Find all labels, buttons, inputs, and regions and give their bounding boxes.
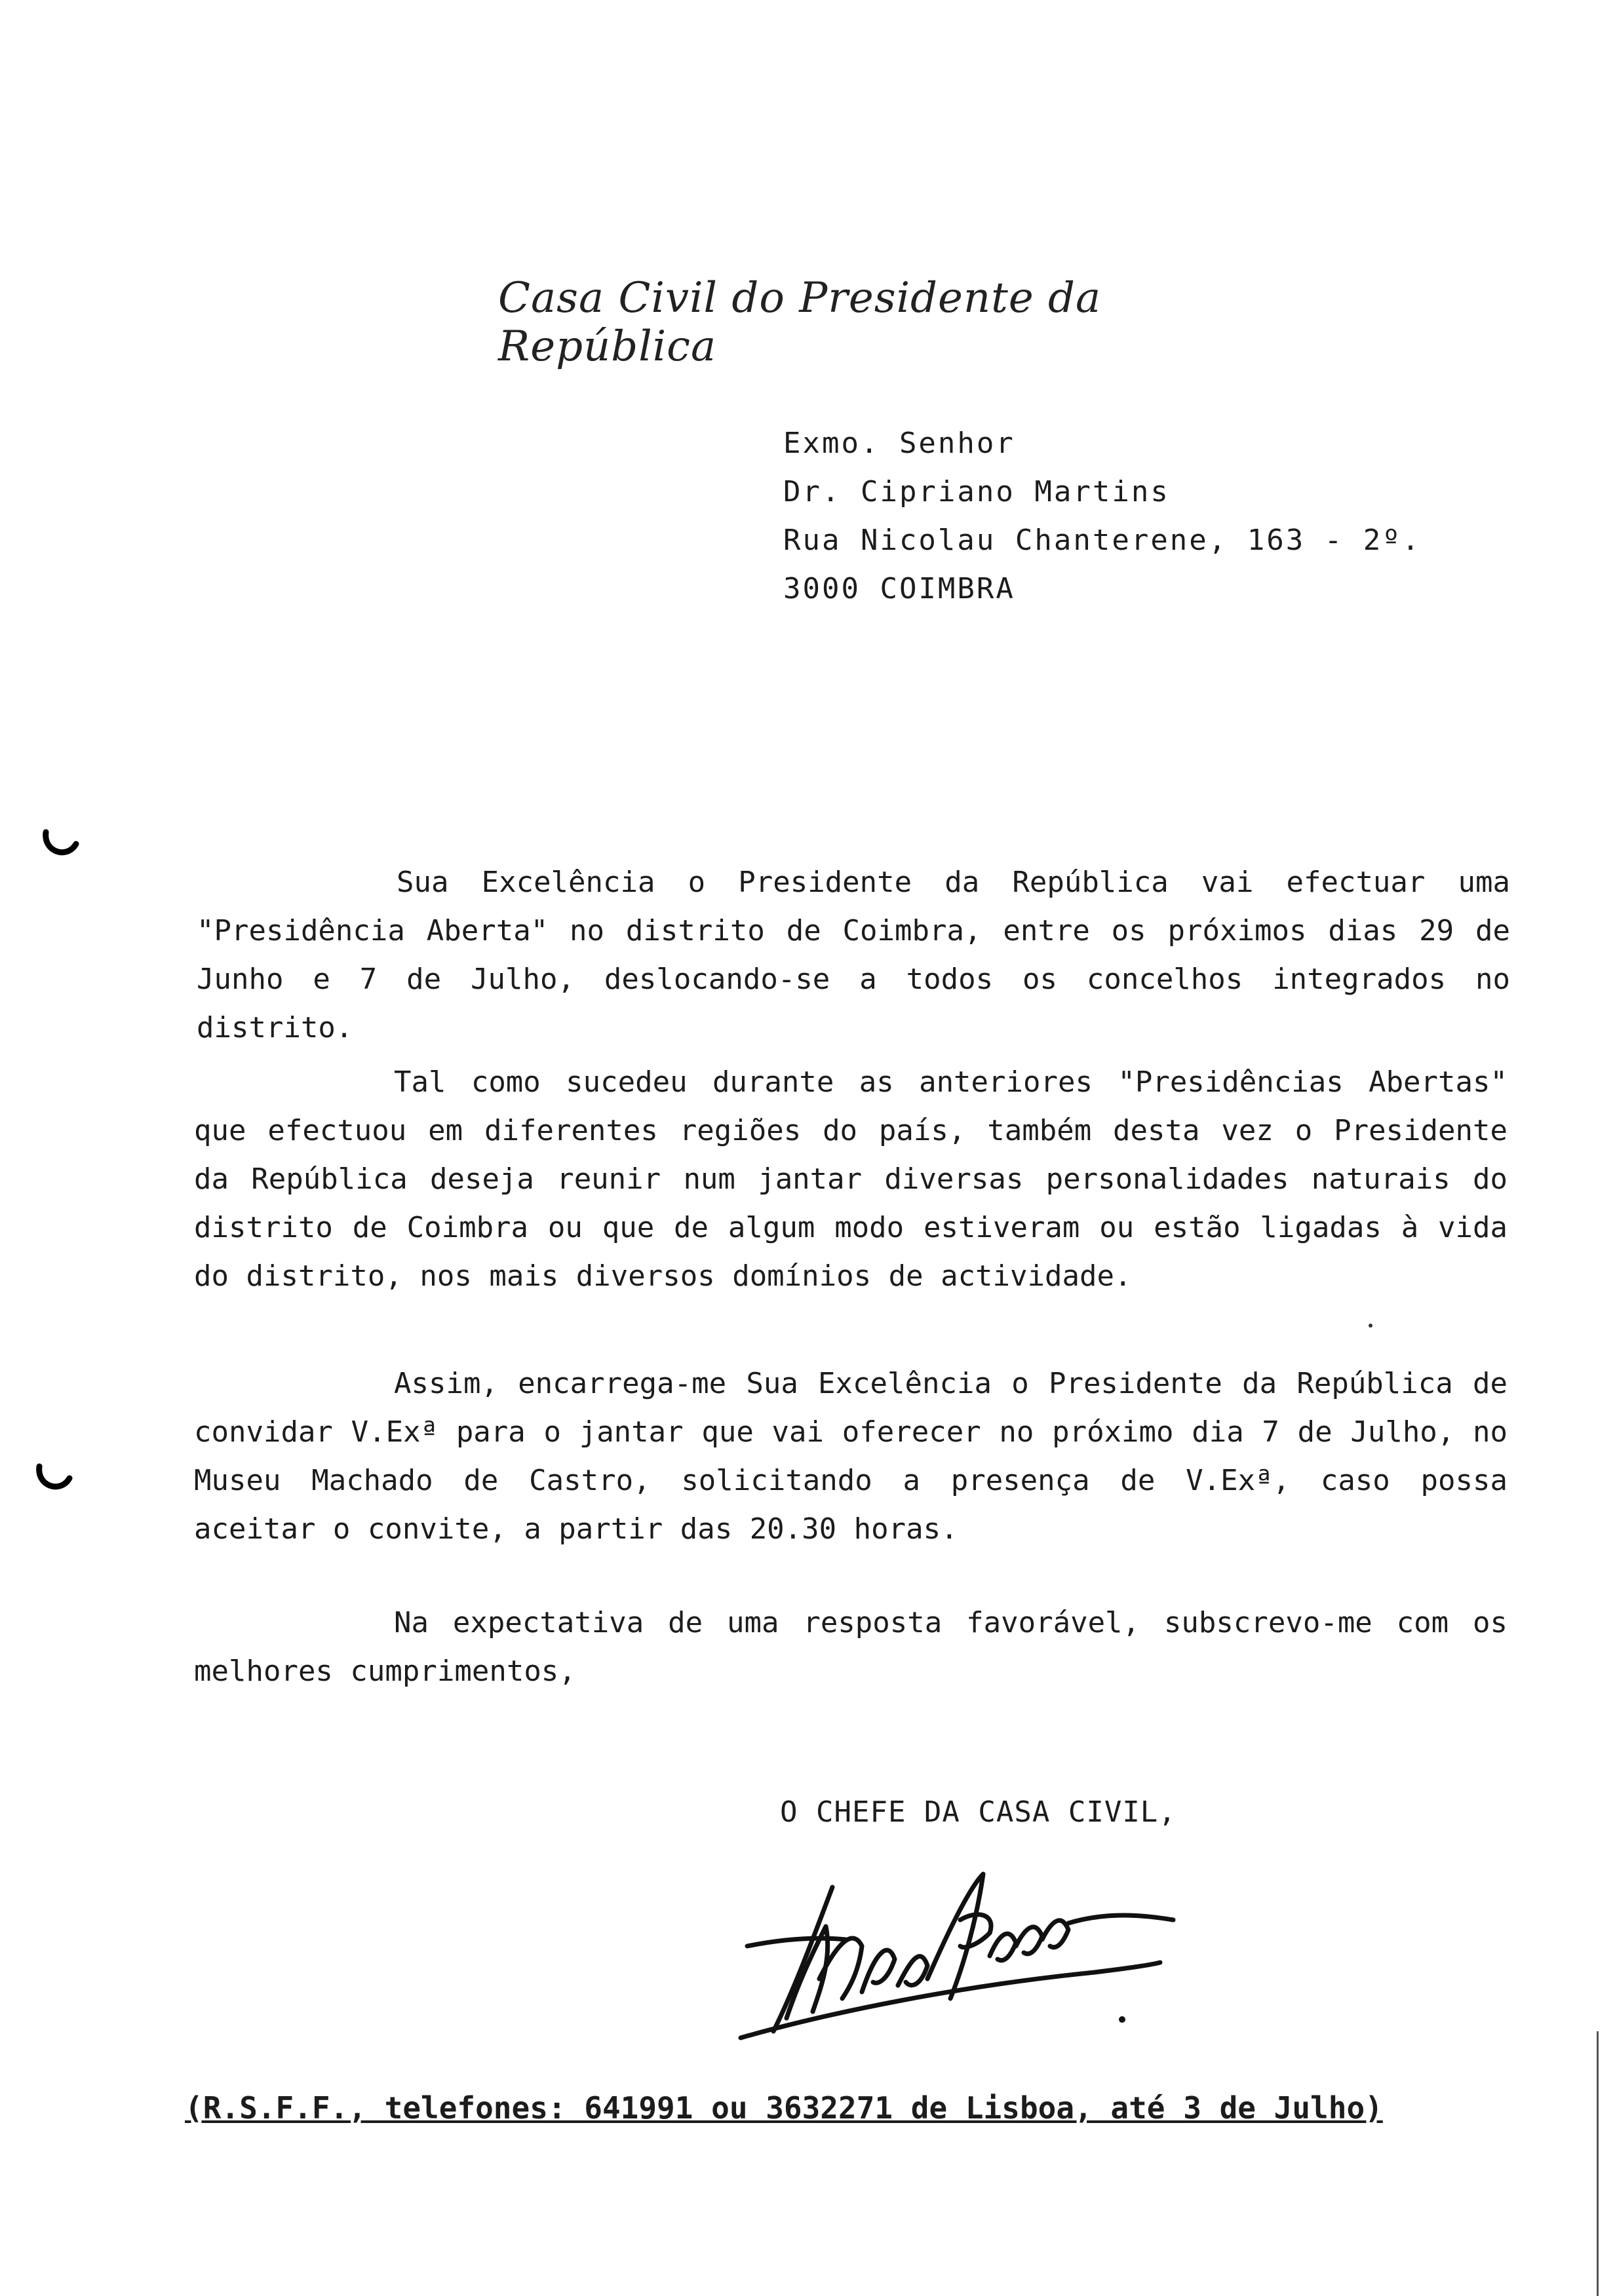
paragraph-text: Tal como sucedeu durante as anteriores "Presidências Abertas" que efectuou em diferentes regiões do país, também desta vez o Presidente da República deseja reunir num jantar diversas personalidades naturais do distrito de Coimbra ou que de algum modo estiveram ou estão ligadas à vida do distrito, nos mais diversos domínios de actividade. <box>194 1065 1508 1293</box>
recipient-city: 3000 COIMBRA <box>783 572 1015 605</box>
recipient-address <box>783 419 1421 613</box>
paragraph-text: Assim, encarrega-me Sua Excelência o Presidente da República de convidar V.Exª para o jantar que vai oferecer no próximo dia 7 de Julho, no Museu Machado de Castro, solicitando a presença de V.Exª, caso possa aceitar o convite, a partir das 20.30 horas. <box>194 1367 1508 1546</box>
letter-paragraph-1 <box>197 858 1510 1052</box>
footer-note: (R.S.F.F., telefones: 641991 ou 3632271 de Lisboa, até 3 de Julho) <box>185 2090 1383 2126</box>
letter-paragraph-2 <box>194 1058 1508 1301</box>
letter-paragraph-4 <box>194 1599 1508 1696</box>
letter-paragraph-3 <box>194 1360 1508 1554</box>
punch-hole-mark <box>34 1460 73 1499</box>
punch-hole-mark <box>41 826 80 865</box>
recipient-name: Dr. Cipriano Martins <box>783 475 1170 508</box>
letterhead: Casa Civil do Presidente da República <box>498 274 1102 371</box>
recipient-street: Rua Nicolau Chanterene, 163 - 2º. <box>783 524 1422 557</box>
handwritten-signature <box>701 1848 1199 2044</box>
ink-speck <box>1369 1324 1372 1328</box>
closing-title: O CHEFE DA CASA CIVIL, <box>780 1795 1177 1829</box>
recipient-salutation: Exmo. Senhor <box>783 427 1015 460</box>
paragraph-text: Sua Excelência o Presidente da República vai efectuar uma "Presidência Aberta" no distrito de Coimbra, entre os próximos dias 29 de Junho e 7 de Julho, deslocando-se a todos os concelhos integrados no distrito. <box>197 866 1510 1044</box>
page-edge-line <box>1597 2031 1599 2296</box>
paragraph-text: Na expectativa de uma resposta favorável, subscrevo-me com os melhores cumprimentos, <box>194 1606 1508 1688</box>
